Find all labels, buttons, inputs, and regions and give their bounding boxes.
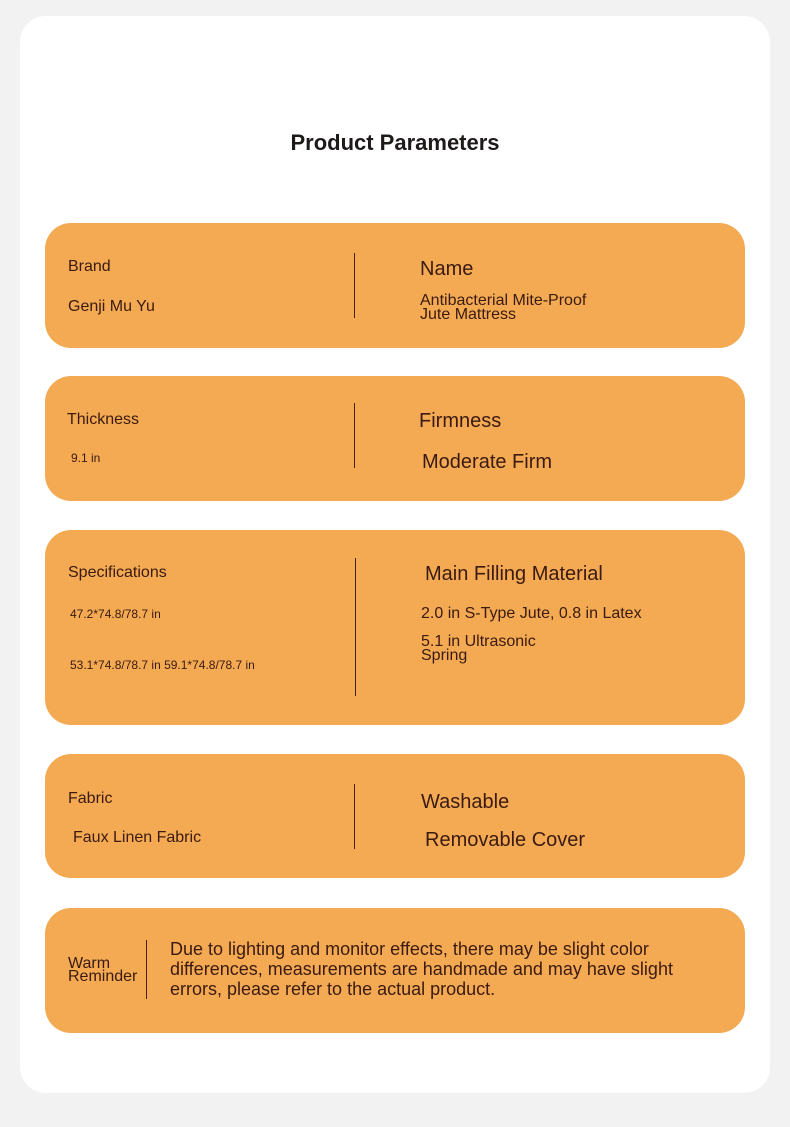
name-value: Antibacterial Mite-Proof Jute Mattress xyxy=(420,292,587,323)
warm-reminder-label: Warm Reminder xyxy=(68,955,138,985)
main-filling-value-1: 2.0 in S-Type Jute, 0.8 in Latex xyxy=(421,605,642,622)
firmness-label: Firmness xyxy=(419,410,502,432)
thickness-value: 9.1 in xyxy=(71,451,101,465)
warm-reminder-divider xyxy=(146,940,147,999)
fabric-washable-divider xyxy=(354,784,355,849)
specification-size-2: 53.1*74.8/78.7 in 59.1*74.8/78.7 in xyxy=(70,658,255,672)
brand-name-divider xyxy=(354,253,355,318)
specifications-filling-panel xyxy=(45,530,745,725)
washable-label: Washable xyxy=(421,791,510,813)
thickness-firmness-divider xyxy=(354,403,355,468)
warm-reminder-text: Due to lighting and monitor effects, there may be slight color differences, measurements are handmade and may have slight errors, please refer to the actual product. xyxy=(170,939,673,999)
thickness-firmness-panel xyxy=(45,376,745,501)
brand-value: Genji Mu Yu xyxy=(68,298,155,315)
washable-value: Removable Cover xyxy=(425,829,586,851)
name-label: Name xyxy=(420,258,474,280)
brand-label: Brand xyxy=(68,258,111,275)
specifications-filling-divider xyxy=(355,558,356,696)
fabric-label: Fabric xyxy=(68,790,113,807)
fabric-washable-panel xyxy=(45,754,745,878)
main-filling-label: Main Filling Material xyxy=(425,563,603,585)
fabric-value: Faux Linen Fabric xyxy=(73,829,202,846)
brand-name-panel xyxy=(45,223,745,348)
main-filling-value-2: 5.1 in Ultrasonic Spring xyxy=(421,633,536,664)
specification-size-1: 47.2*74.8/78.7 in xyxy=(70,607,161,621)
firmness-value: Moderate Firm xyxy=(422,451,553,473)
page-title: Product Parameters xyxy=(290,130,500,155)
specifications-label: Specifications xyxy=(68,564,167,581)
thickness-label: Thickness xyxy=(67,411,140,428)
